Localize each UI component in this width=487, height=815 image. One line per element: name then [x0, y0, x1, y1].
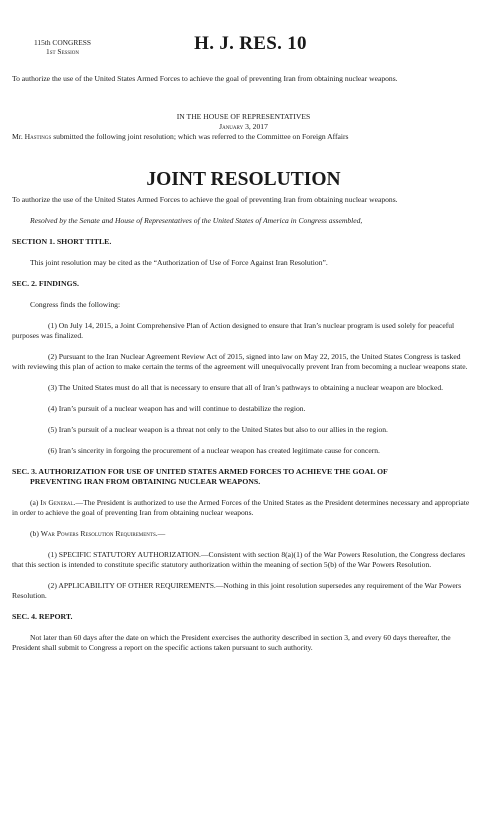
subsection-a-text: —The President is authorized to use the Armed Forces of the United States as the President determines necessary and appropriate in order to achieve the goal of preventing Iran from obtaining nuclear weapons.	[12, 498, 470, 517]
finding-2: (2) Pursuant to the Iran Nuclear Agreement Review Act of 2015, signed into law on May 22, 2015, the United States Congress is tasked with reviewing this plan of action to make certain the terms of the agreement will unequivocally prevent Iran from becoming a nuclear weapons state.	[12, 352, 468, 371]
finding-3: (3) The United States must do all that is necessary to ensure that all of Iran’s pathways to obtaining a nuclear weapon are blocked.	[48, 383, 444, 392]
chamber-heading: IN THE HOUSE OF REPRESENTATIVES	[176, 112, 311, 121]
sponsor-text: submitted the following joint resolution; which was referred to the Committee on Foreign Affairs	[53, 132, 349, 141]
section-1-text: This joint resolution may be cited as the “Authorization of Use of Force Against Iran Resolution”.	[30, 258, 328, 267]
resolution-purpose: To authorize the use of the United States Armed Forces to achieve the goal of preventing Iran from obtaining nuclear weapons.	[12, 195, 398, 204]
subsection-b-label: (b)	[30, 529, 39, 538]
subsection-b	[12, 529, 475, 539]
section-3-heading-line-2: PREVENTING IRAN FROM OBTAINING NUCLEAR WEAPONS.	[30, 477, 261, 486]
sponsor-name: Hastings	[24, 132, 52, 141]
subsection-b-dash: —	[157, 529, 166, 538]
section-2-heading: SEC. 2. FINDINGS.	[12, 279, 79, 288]
subsection-a-label: (a)	[30, 498, 39, 507]
finding-6: (6) Iran’s sincerity in forgoing the procurement of a nuclear weapon has created legitimate cause for concern.	[48, 446, 380, 455]
enacting-clause: Resolved by the Senate and House of Representatives of the United States of America in Congress assembled,	[30, 216, 363, 225]
paragraph-b2: (2) APPLICABILITY OF OTHER REQUIREMENTS.—Nothing in this joint resolution supersedes any requirement of the War Powers Resolution.	[12, 581, 462, 600]
section-1-heading: SECTION 1. SHORT TITLE.	[12, 237, 112, 246]
section-3-heading-line-1: SEC. 3. AUTHORIZATION FOR USE OF UNITED STATES ARMED FORCES TO ACHIEVE THE GOAL OF	[12, 467, 388, 476]
congress-label: 115th CONGRESS	[34, 38, 92, 47]
subsection-b-caption: War Powers Resolution Requirements.	[40, 529, 158, 538]
section-2-intro: Congress finds the following:	[30, 300, 121, 309]
subsection-a	[12, 498, 475, 518]
joint-resolution-heading: JOINT RESOLUTION	[146, 169, 341, 190]
finding-4: (4) Iran’s pursuit of a nuclear weapon has and will continue to destabilize the region.	[48, 404, 306, 413]
finding-1: (1) On July 14, 2015, a Joint Comprehensive Plan of Action designed to ensure that Iran’s nuclear program is used solely for peaceful purposes was finalized.	[12, 321, 455, 340]
paragraph-b1: (1) SPECIFIC STATUTORY AUTHORIZATION.—Consistent with section 8(a)(1) of the War Powers Resolution, the Congress declares that this section is intended to constitute specific statutory authorization within the meaning of section 5(b) of the War Powers Resolution.	[12, 550, 466, 569]
section-3-heading	[12, 467, 475, 487]
finding-5: (5) Iran’s pursuit of a nuclear weapon is a threat not only to the United States but also to our allies in the region.	[48, 425, 388, 434]
introduction-date: January 3, 2017	[219, 122, 268, 131]
title-line: To authorize the use of the United States Armed Forces to achieve the goal of preventing Iran from obtaining nuclear weapons.	[12, 74, 398, 83]
sponsor-line	[12, 132, 475, 142]
subsection-a-caption: In General.	[40, 498, 76, 507]
section-4-heading: SEC. 4. REPORT.	[12, 612, 73, 621]
session-label: 1st Session	[46, 47, 79, 56]
sponsor-prefix: Mr.	[12, 132, 23, 141]
bill-page	[0, 33, 487, 815]
section-4-text: Not later than 60 days after the date on which the President exercises the authority described in section 3, and every 60 days thereafter, the President shall submit to Congress a report on the specific actions taken pursuant to such authority.	[12, 633, 451, 652]
bill-header	[12, 33, 475, 74]
bill-number: H. J. RES. 10	[194, 33, 307, 54]
